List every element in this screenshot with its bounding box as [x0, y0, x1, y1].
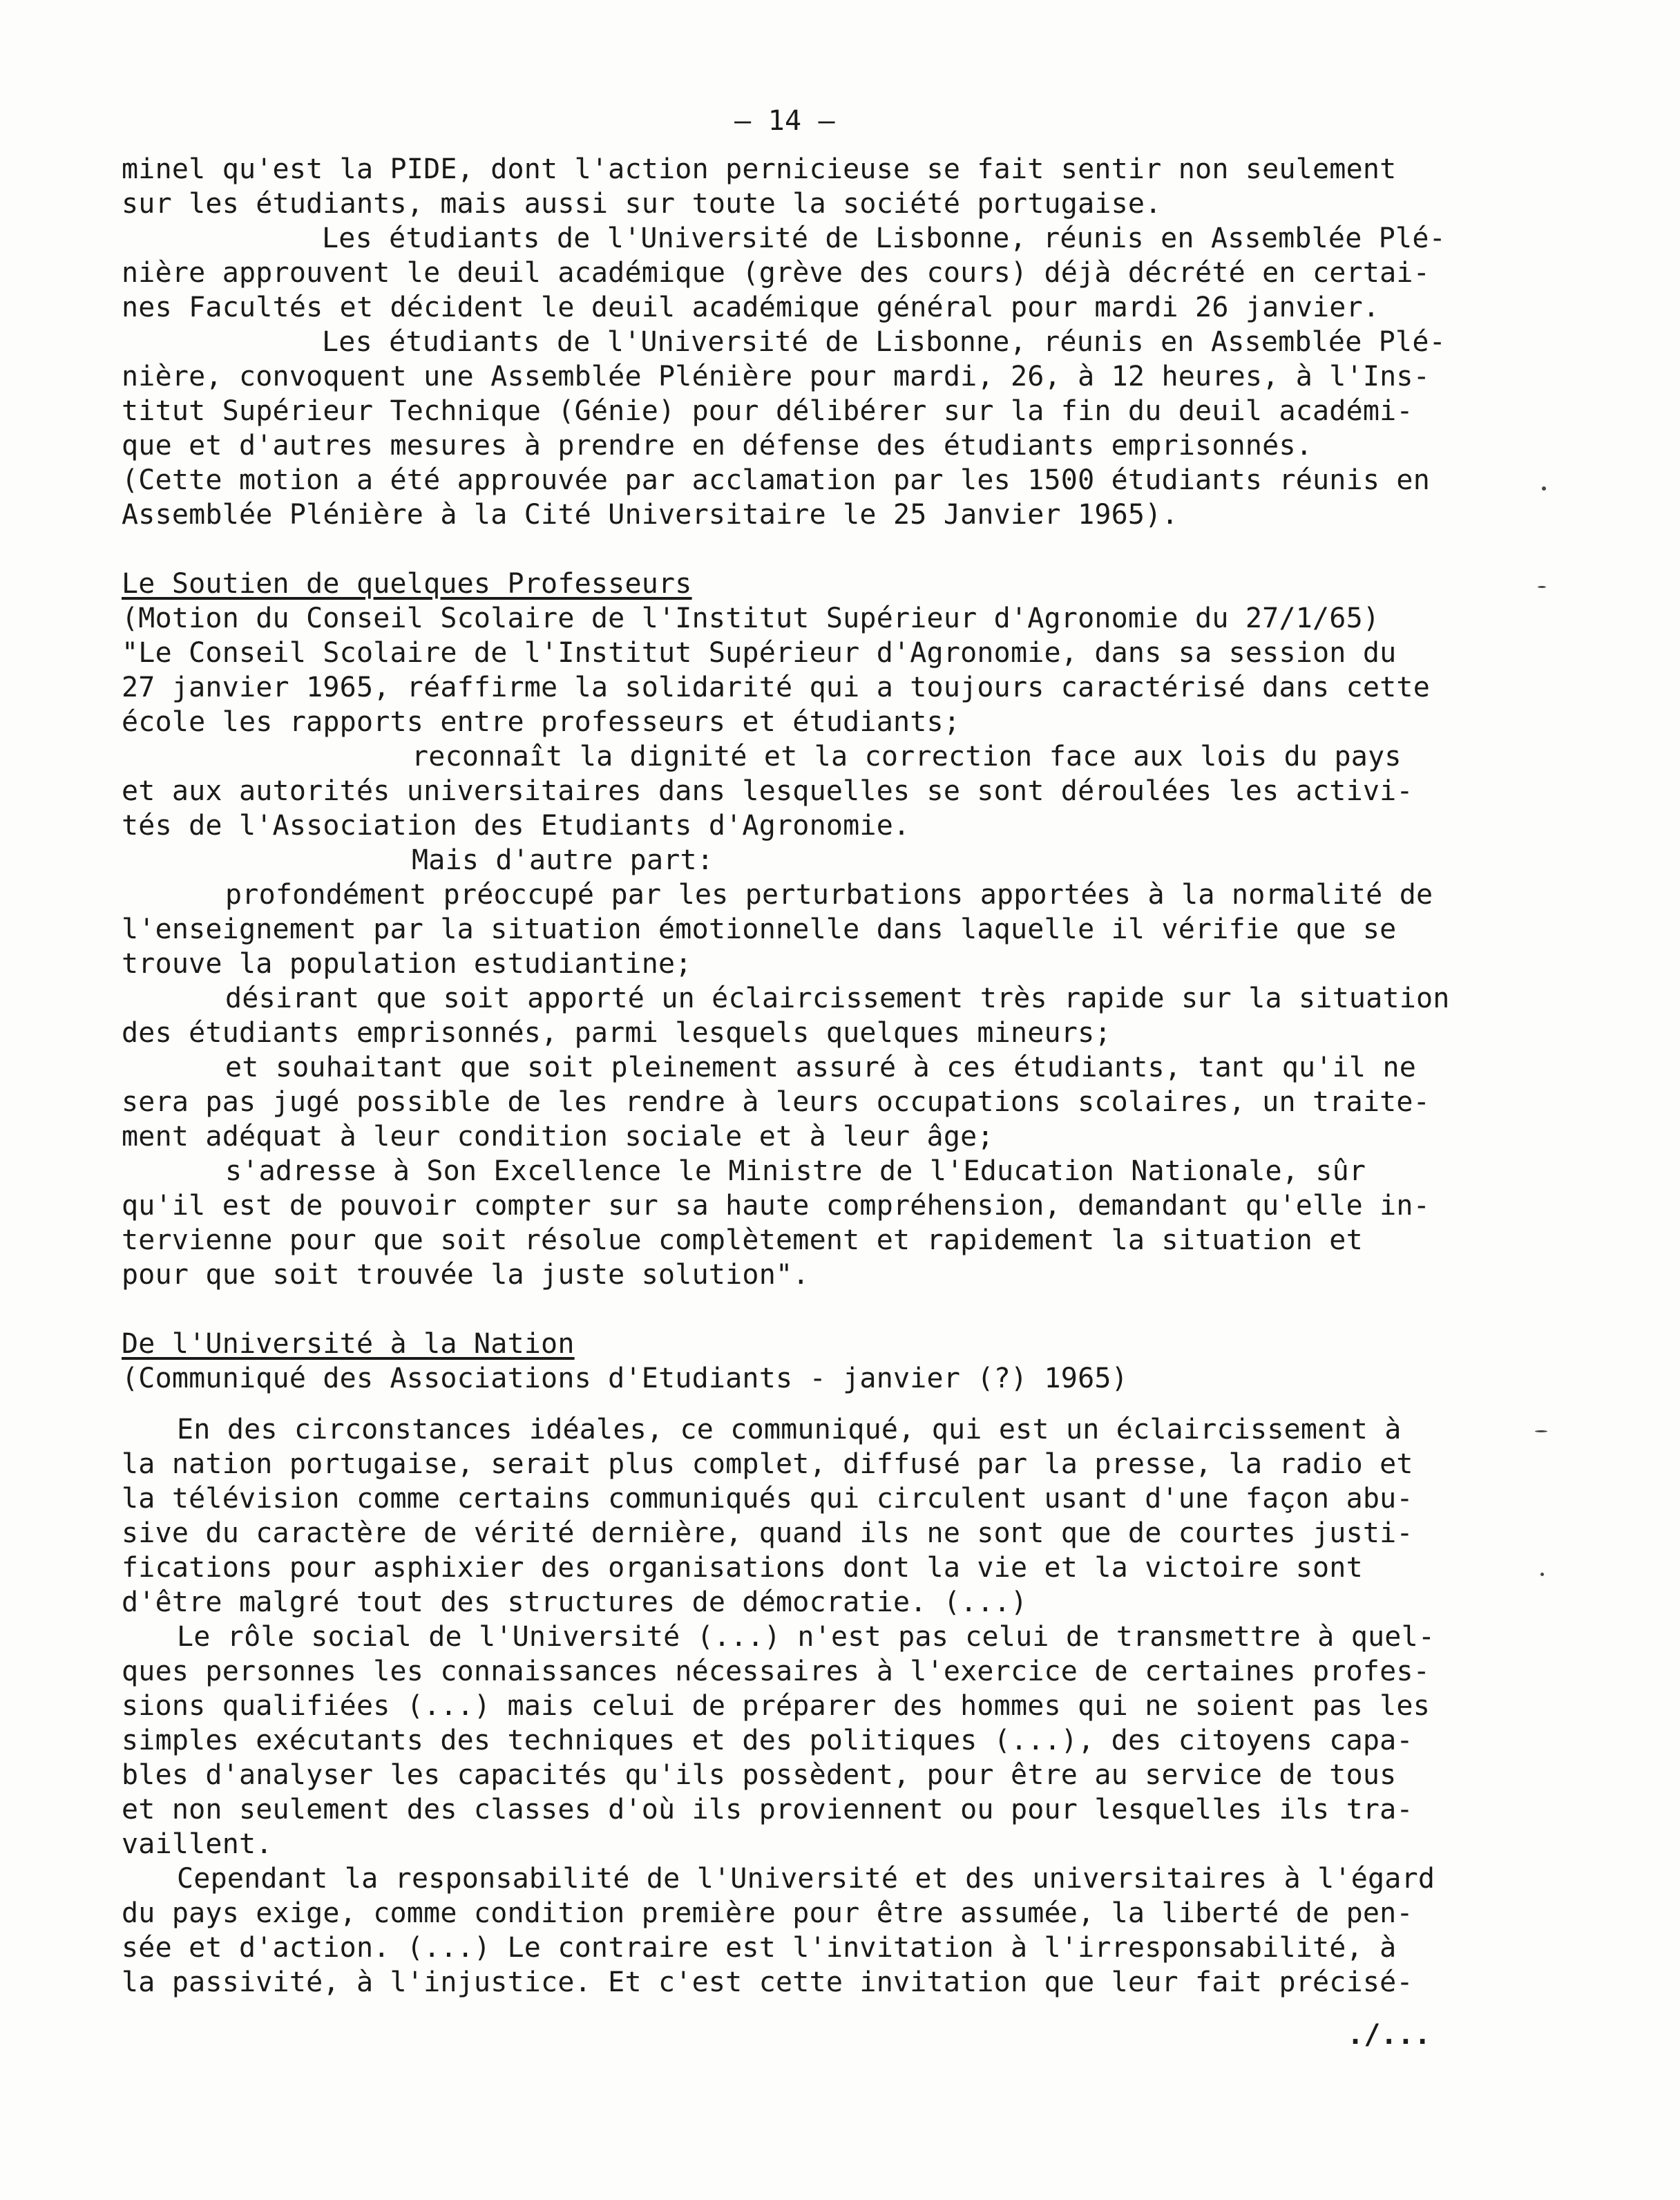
text-line: et aux autorités universitaires dans lesquelles se sont déroulées les activi-: [122, 775, 1413, 807]
text-line: sions qualifiées (...) mais celui de préparer des hommes qui ne soient pas les: [122, 1690, 1430, 1722]
text-line: s'adresse à Son Excellence le Ministre de l'Education Nationale, sûr: [225, 1155, 1366, 1187]
text-line: sée et d'action. (...) Le contraire est l'invitation à l'irresponsabilité, à: [122, 1932, 1397, 1964]
text-line: du pays exige, comme condition première pour être assumée, la liberté de pen-: [122, 1897, 1413, 1929]
text-line: ques personnes les connaissances nécessaires à l'exercice de certaines profes-: [122, 1656, 1430, 1687]
text-line: reconnaît la dignité et la correction face aux lois du pays: [412, 741, 1402, 772]
paragraph-spacer: [122, 532, 1476, 567]
text-line: Assemblée Plénière à la Cité Universitaire le 25 Janvier 1965).: [122, 499, 1178, 531]
text-line: (Communiqué des Associations d'Etudiants - janvier (?) 1965): [122, 1363, 1128, 1394]
text-line: Mais d'autre part:: [412, 844, 714, 876]
text-line: profondément préoccupé par les perturbations apportées à la normalité de: [225, 879, 1433, 911]
text-line: nes Facultés et décident le deuil académique général pour mardi 26 janvier.: [122, 292, 1380, 323]
text-line: sive du caractère de vérité dernière, quand ils ne sont que de courtes justi-: [122, 1517, 1413, 1549]
text-line: sera pas jugé possible de les rendre à leurs occupations scolaires, un traite-: [122, 1086, 1430, 1118]
paragraph-spacer: [122, 1292, 1476, 1327]
text-line: la télévision comme certains communiqués qui circulent usant d'une façon abu-: [122, 1483, 1413, 1515]
text-line: (Motion du Conseil Scolaire de l'Institut Supérieur d'Agronomie du 27/1/65): [122, 603, 1380, 634]
text-line: et non seulement des classes d'où ils proviennent ou pour lesquelles ils tra-: [122, 1794, 1413, 1826]
section-heading-text: De l'Université à la Nation: [122, 1328, 575, 1360]
text-line: vaillent.: [122, 1828, 273, 1860]
text-line: pour que soit trouvée la juste solution".: [122, 1259, 810, 1291]
section-heading-text: Le Soutien de quelques Professeurs: [122, 568, 692, 600]
text-line: l'enseignement par la situation émotionnelle dans laquelle il vérifie que se: [122, 913, 1397, 945]
text-line: la nation portugaise, serait plus complet, diffusé par la presse, la radio et: [122, 1448, 1413, 1480]
text-line: Le rôle social de l'Université (...) n'est pas celui de transmettre à quel-: [177, 1621, 1435, 1653]
text-line: et souhaitant que soit pleinement assuré à ces étudiants, tant qu'il ne: [225, 1052, 1417, 1083]
page-number: — 14 —: [734, 105, 835, 137]
text-line: En des circonstances idéales, ce communiqué, qui est un éclaircissement à: [177, 1414, 1402, 1445]
scan-speck: [1538, 586, 1546, 588]
text-line: Les étudiants de l'Université de Lisbonne, réunis en Assemblée Plé-: [322, 326, 1446, 358]
text-line: minel qu'est la PIDE, dont l'action pernicieuse se fait sentir non seulement: [122, 153, 1397, 185]
section-heading: [122, 567, 1476, 601]
document-body: [122, 152, 1476, 2000]
text-line: simples exécutants des techniques et des politiques (...), des citoyens capa-: [122, 1725, 1413, 1756]
text-line: nière approuvent le deuil académique (grève des cours) déjà décrété en certai-: [122, 257, 1430, 289]
paragraph-spacer: [122, 1396, 1476, 1412]
text-line: ment adéquat à leur condition sociale et à leur âge;: [122, 1121, 994, 1153]
text-line: fications pour asphixier des organisations dont la vie et la victoire sont: [122, 1552, 1363, 1584]
text-line: tés de l'Association des Etudiants d'Agronomie.: [122, 810, 910, 842]
text-line: des étudiants emprisonnés, parmi lesquels quelques mineurs;: [122, 1017, 1111, 1049]
text-line: que et d'autres mesures à prendre en défense des étudiants emprisonnés.: [122, 430, 1313, 462]
text-line: d'être malgré tout des structures de démocratie. (...): [122, 1586, 1028, 1618]
text-line: trouve la population estudiantine;: [122, 948, 692, 980]
text-line: "Le Conseil Scolaire de l'Institut Supérieur d'Agronomie, dans sa session du: [122, 637, 1397, 669]
text-line: nière, convoquent une Assemblée Plénière pour mardi, 26, à 12 heures, à l'Ins-: [122, 361, 1430, 392]
scan-speck: [1535, 1430, 1547, 1432]
text-line: désirant que soit apporté un éclaircissement très rapide sur la situation: [225, 983, 1450, 1014]
text-line: tervienne pour que soit résolue complètement et rapidement la situation et: [122, 1224, 1363, 1256]
continuation-mark: ./...: [1347, 2019, 1431, 2051]
text-line: Cependant la responsabilité de l'Université et des universitaires à l'égard: [177, 1863, 1435, 1895]
text-line: qu'il est de pouvoir compter sur sa haute compréhension, demandant qu'elle in-: [122, 1190, 1430, 1222]
text-line: titut Supérieur Technique (Génie) pour délibérer sur la fin du deuil académi-: [122, 395, 1413, 427]
text-line: (Cette motion a été approuvée par acclamation par les 1500 étudiants réunis en: [122, 464, 1430, 496]
scan-speck: [1542, 486, 1546, 491]
section-heading: [122, 1327, 1476, 1361]
text-line: la passivité, à l'injustice. Et c'est cette invitation que leur fait précisé-: [122, 1966, 1413, 1998]
text-line: sur les étudiants, mais aussi sur toute la société portugaise.: [122, 188, 1162, 220]
text-line: Les étudiants de l'Université de Lisbonne, réunis en Assemblée Plé-: [322, 222, 1446, 254]
text-line: bles d'analyser les capacités qu'ils possèdent, pour être au service de tous: [122, 1759, 1397, 1791]
text-line: école les rapports entre professeurs et étudiants;: [122, 706, 961, 738]
scan-speck: [1540, 1573, 1544, 1576]
text-line: 27 janvier 1965, réaffirme la solidarité qui a toujours caractérisé dans cette: [122, 672, 1430, 703]
